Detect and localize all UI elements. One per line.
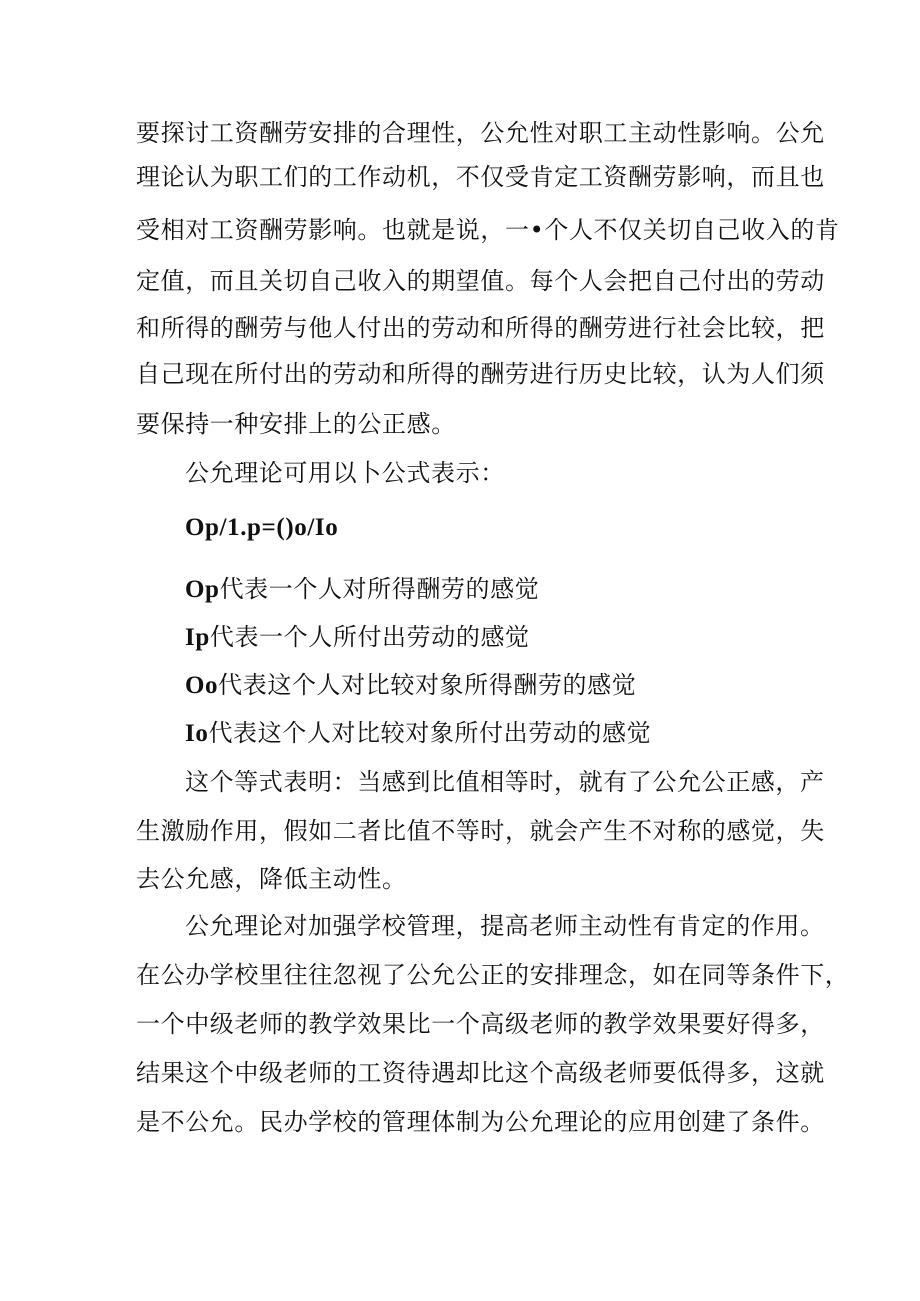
paragraph-1-line: 要探讨工资酬劳安排的合理性，公允性对职工主动性影响。公允 xyxy=(136,119,825,147)
definition-text: 代表一个人对所得酬劳的感觉 xyxy=(219,575,540,603)
definition-symbol: Io xyxy=(185,720,209,747)
paragraph-3-line: 一个中级老师的教学效果比一个高级老师的教学效果要好得多， xyxy=(136,1010,825,1038)
definition-oo xyxy=(185,668,636,703)
paragraph-1-line: 理论认为职工们的工作动机，不仅受肯定工资酬劳影响，而且也 xyxy=(136,163,825,191)
paragraph-2-line: 这个等式表明：当感到比值相等时，就有了公允公正感，产 xyxy=(185,768,825,796)
definition-io xyxy=(185,716,651,751)
definition-text: 代表这个人对比较对象所得酬劳的感觉 xyxy=(218,671,637,699)
definition-symbol: Ip xyxy=(185,624,210,651)
paragraph-3-line: 结果这个中级老师的工资待遇却比这个高级老师要低得多，这就 xyxy=(136,1059,825,1087)
paragraph-1-line: 和所得的酬劳与他人付出的劳动和所得的酬劳进行社会比较，把 xyxy=(136,314,825,342)
paragraph-1-line: 自己现在所付出的劳动和所得的酬劳进行历史比较，认为人们须 xyxy=(136,360,825,388)
paragraph-1-line: 要保持一种安排上的公正感。 xyxy=(136,410,456,438)
paragraph-3-line: 公允理论对加强学校管理，提高老师主动性有肯定的作用。 xyxy=(185,912,825,940)
formula: Op/1.p=()o/Io xyxy=(185,514,339,541)
paragraph-3-line: 是不公允。民办学校的管理体制为公允理论的应用创建了条件。 xyxy=(136,1108,825,1136)
paragraph-3-line: 在公办学校里往往忽视了公允公正的安排理念，如在同等条件下， xyxy=(136,961,850,989)
definition-text: 代表这个人对比较对象所付出劳动的感觉 xyxy=(208,719,652,747)
paragraph-2-line: 去公允感，降低主动性。 xyxy=(136,865,407,893)
formula-intro: 公允理论可用以卜公式表示： xyxy=(185,459,505,487)
paragraph-2-line: 生激励作用，假如二者比值不等时，就会产生不对称的感觉，失 xyxy=(136,817,825,845)
definition-text: 代表一个人所付出劳动的感觉 xyxy=(209,623,530,651)
paragraph-1-line: 定值，而且关切自己收入的期望值。每个人会把自己付出的劳动 xyxy=(136,267,825,295)
definition-symbol: Op xyxy=(185,576,220,603)
definition-op xyxy=(185,572,539,607)
paragraph-1-line: 受相对工资酬劳影响。也就是说，一•个人不仅关切自己收入的肯 xyxy=(136,216,840,244)
definition-symbol: Oo xyxy=(185,672,219,699)
definition-ip xyxy=(185,620,530,655)
